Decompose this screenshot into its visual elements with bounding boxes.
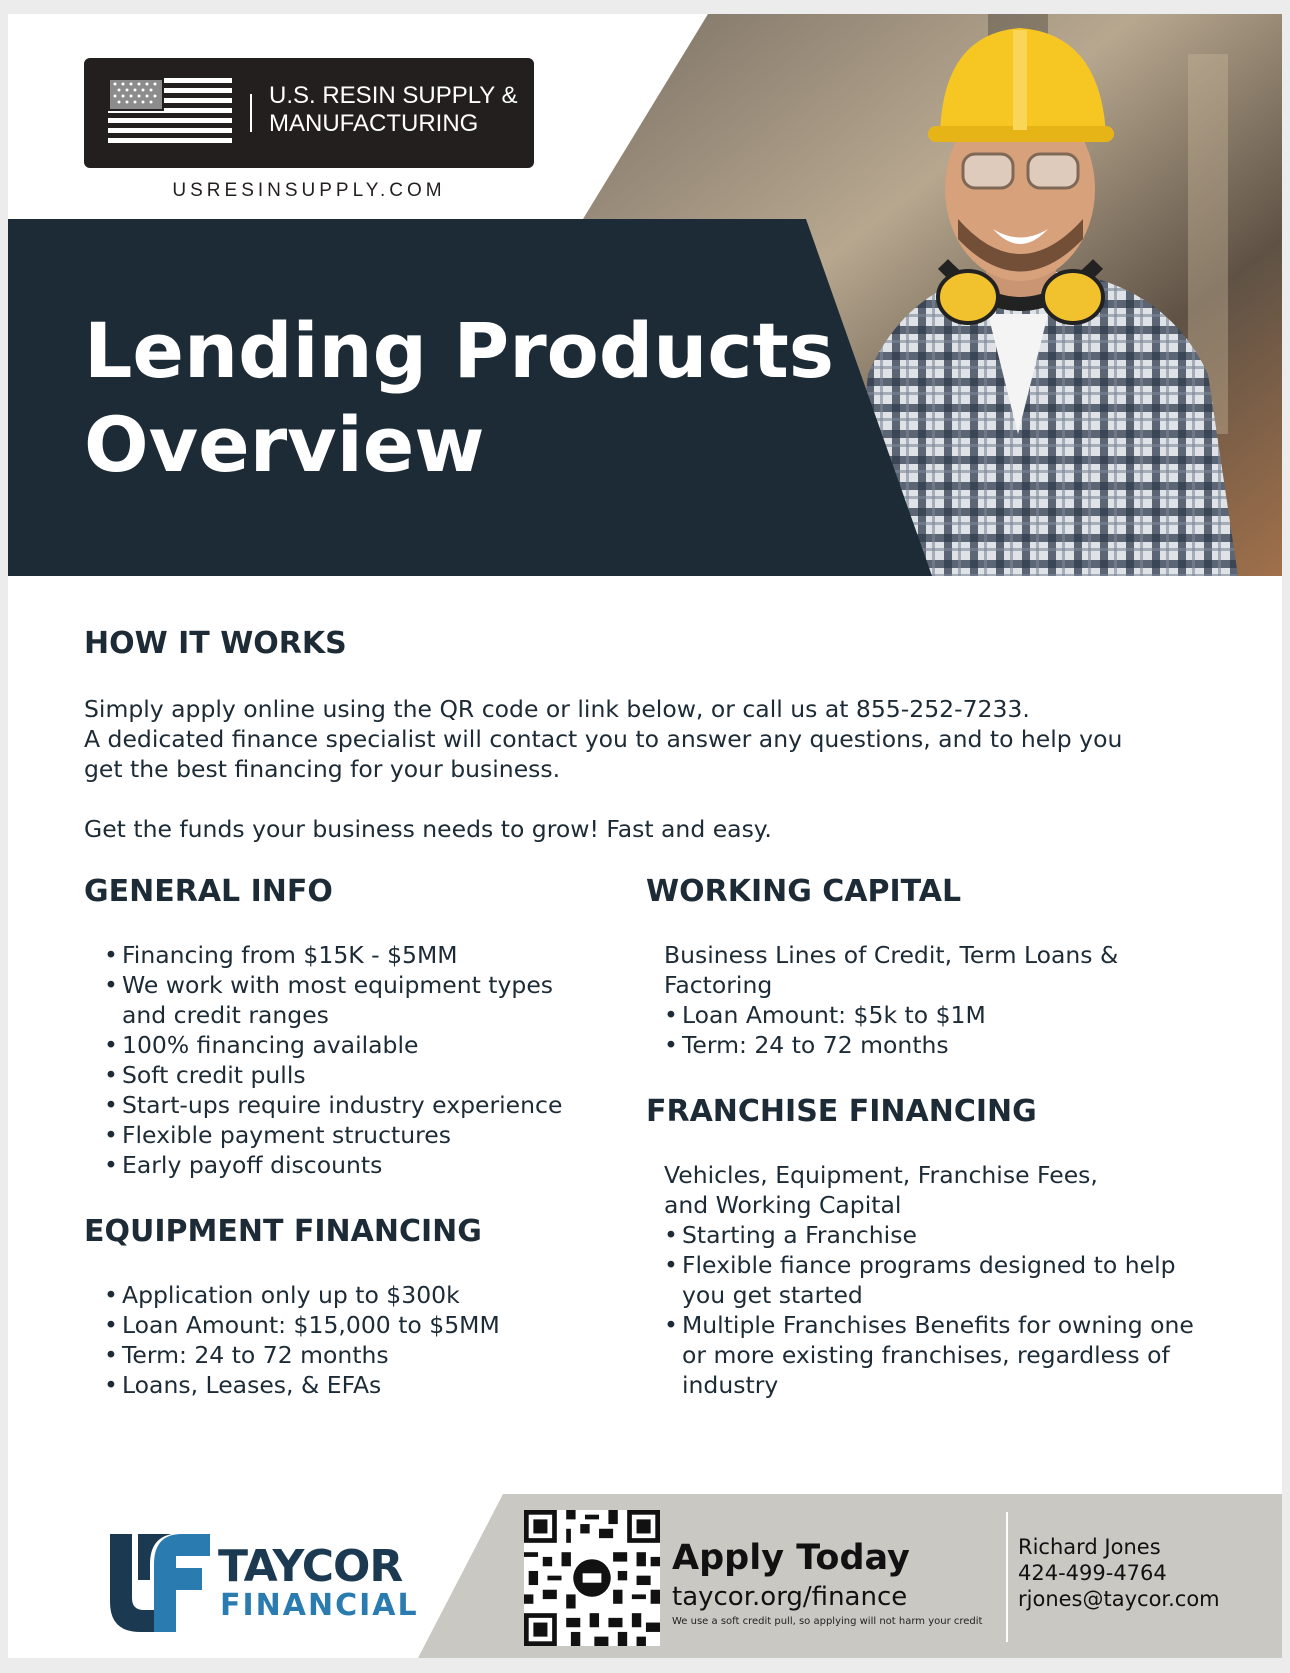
footer-divider — [1006, 1512, 1008, 1642]
list-item: • Loans, Leases, & EFAs — [104, 1370, 604, 1400]
working-capital-intro: Business Lines of Credit, Term Loans & Factoring — [664, 941, 1119, 999]
list-item: • Early payoff discounts — [104, 1150, 604, 1180]
page-title-line2: Overview — [84, 400, 485, 489]
logo-divider — [250, 94, 252, 132]
list-item: • Loan Amount: $15,000 to $5MM — [104, 1310, 604, 1340]
list-item: • Starting a Franchise — [664, 1220, 1224, 1250]
taycor-name: TAYCOR — [218, 1541, 403, 1592]
apply-today-heading: Apply Today — [672, 1538, 910, 1578]
contact-name: Richard Jones — [1018, 1535, 1161, 1559]
general-info-list — [104, 940, 604, 1180]
list-item: • Loan Amount: $5k to $1M — [664, 1000, 1204, 1030]
contact-phone[interactable]: 424-499-4764 — [1018, 1561, 1167, 1585]
equipment-financing-heading: EQUIPMENT FINANCING — [84, 1214, 482, 1249]
how-it-works-text — [84, 694, 1204, 844]
taycor-tf-logo-icon — [110, 1534, 210, 1632]
list-item: • 100% financing available — [104, 1030, 604, 1060]
contact-block — [1018, 1534, 1220, 1612]
taycor-subname: FINANCIAL — [220, 1588, 419, 1623]
us-flag-icon — [108, 78, 232, 144]
franchise-financing-heading: FRANCHISE FINANCING — [646, 1094, 1037, 1129]
general-info-heading: GENERAL INFO — [84, 874, 333, 909]
list-item: • Application only up to $300k — [104, 1280, 604, 1310]
page-title — [84, 304, 844, 492]
working-capital-list — [664, 1000, 1204, 1060]
apply-url-link[interactable]: taycor.org/finance — [672, 1582, 908, 1612]
apply-note: We use a soft credit pull, so applying will not harm your credit — [672, 1616, 983, 1627]
company-name-line2: MANUFACTURING — [269, 110, 479, 137]
company-website[interactable]: USRESINSUPPLY.COM — [172, 180, 446, 201]
list-item: • Multiple Franchises Benefits for owning one or more existing franchises, regardless of industry — [664, 1310, 1224, 1400]
how-it-works-line2: A dedicated finance specialist will contact you to answer any questions, and to help you — [84, 725, 1123, 753]
how-it-works-line3: get the best financing for your business. — [84, 755, 561, 783]
how-it-works-line1: Simply apply online using the QR code or link below, or call us at 855-252-7233. — [84, 695, 1030, 723]
list-item: • Soft credit pulls — [104, 1060, 604, 1090]
flyer-page — [8, 14, 1282, 1658]
company-name — [269, 82, 519, 138]
page-title-line1: Lending Products — [84, 306, 835, 395]
list-item: • Term: 24 to 72 months — [664, 1030, 1204, 1060]
how-it-works-heading: HOW IT WORKS — [84, 626, 347, 661]
list-item: • Financing from $15K - $5MM — [104, 940, 604, 970]
franchise-financing-intro: Vehicles, Equipment, Franchise Fees, and Working Capital — [664, 1161, 1098, 1219]
list-item: • Start-ups require industry experience — [104, 1090, 604, 1120]
working-capital-heading: WORKING CAPITAL — [646, 874, 962, 909]
how-it-works-line4: Get the funds your business needs to grow! Fast and easy. — [84, 815, 772, 843]
list-item: • We work with most equipment types and credit ranges — [104, 970, 604, 1030]
franchise-financing-list — [664, 1220, 1224, 1400]
company-name-line1: U.S. RESIN SUPPLY & — [269, 82, 518, 109]
contact-email[interactable]: rjones@taycor.com — [1018, 1587, 1220, 1611]
equipment-financing-list — [104, 1280, 604, 1400]
list-item: • Term: 24 to 72 months — [104, 1340, 604, 1370]
qr-code-icon[interactable] — [524, 1510, 660, 1646]
list-item: • Flexible fiance programs designed to help you get started — [664, 1250, 1224, 1310]
list-item: • Flexible payment structures — [104, 1120, 604, 1150]
company-logo — [84, 58, 534, 168]
